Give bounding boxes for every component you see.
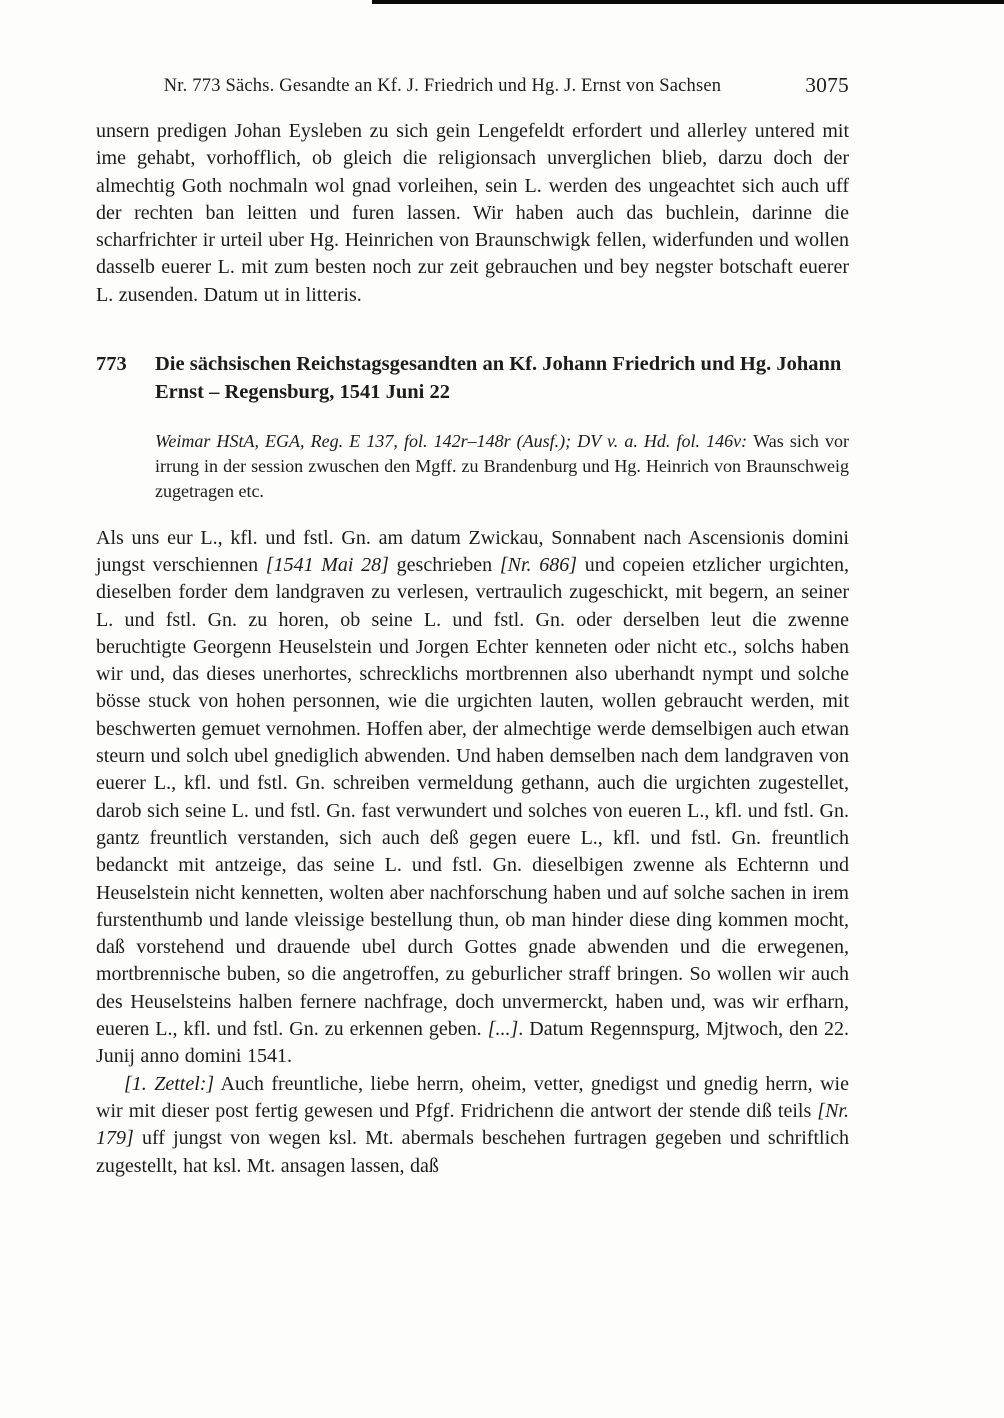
entry-body-paragraph bbox=[96, 525, 849, 1071]
source-note-archive-reference: Weimar HStA, EGA, Reg. E 137, fol. 142r–148r (Ausf.); DV v. a. Hd. fol. 146v: bbox=[155, 431, 754, 452]
text-segment: [...] bbox=[487, 1018, 519, 1041]
running-header bbox=[96, 73, 849, 102]
text-segment: geschrieben bbox=[388, 553, 500, 576]
zettel-paragraph bbox=[96, 1071, 849, 1180]
page-number: 3075 bbox=[805, 73, 849, 97]
text-segment: Auch freuntliche, liebe herrn, oheim, vetter, gnedigst und gnedig herrn, wie wir mit dieser post fertig gewesen und Pfgf. Fridrichenn die antwort der stende diß teils bbox=[96, 1072, 849, 1122]
text-segment: [Nr. 179] bbox=[96, 1099, 849, 1150]
entry-number: 773 bbox=[96, 353, 127, 376]
text-segment: und copeien etzlicher urgichten, dieselben forder dem landgraven zu verlesen, vertraulich zugeschickt, mit begern, an seiner L. und fstl. Gn. zu horen, ob seine L. und fstl. Gn. oder derselben leut die zwenne beruchtigte Georgenn Heuselstein und Jorgen Echter kenneten oder nicht etc., solchs haben wir und, das dieses unerhortes, schrecklichs mortbrennen also uberhandt nympt und solche bösse stuck von hohen personnen, wie die urgichten lauten, wollen gebraucht werden, mit beschwerten gemuet vernohmen. Hoffen aber, der almechtige werde demselbigen auch etwan steurn und solch ubel gnediglich abwenden. Und haben demselben nach dem landgraven von euerer L., kfl. und fstl. Gn. schreiben vermeldung gethann, auch die urgichten zugestellet, darob sich seine L. und fstl. Gn. fast verwundert und solches von eueren L., kfl. und fstl. Gn. gantz freuntlich verstanden, sich auch deß gegen euere L., kfl. und fstl. Gn. freuntlich bedanckt mit antzeige, das seine L. und fstl. Gn. dieselbigen zwenne als Echternn und Heuselstein nicht kennetten, wolten aber nachforschung haben und auf solche sachen in irem furstenthumb und lande vleissige bestellung thun, ob man hinder diese ding kommen mocht, daß vorstehend und drauende ubel durch Gottes gnade abwenden und die erwegenen, mortbrennische buben, so die angetroffen, zu geburlicher straff bringen. So wollen wir auch des Heuselsteins halben fernere nachfrage, doch unvermerckt, haben und, was wir erfharn, eueren L., kfl. und fstl. Gn. zu erkennen geben. bbox=[96, 553, 849, 1041]
text-segment: [Nr. 686] bbox=[499, 553, 578, 576]
entry-title: Die sächsischen Reichstagsgesandten an Kf. Johann Friedrich und Hg. Johann Ernst – Regensburg, 1541 Juni 22 bbox=[155, 353, 842, 403]
text-segment: [1541 Mai 28] bbox=[265, 553, 389, 576]
continuation-paragraph: unsern predigen Johan Eysleben zu sich gein Lengefeldt erfordert und allerley untered mit ime gehabt, vorhofflich, ob gleich die religionsach unverglichen blieb, darzu doch der almechtig Goth nochmaln wol gnad vorleihen, sein L. werden des ungeachtet sich auch uff der rechten ban leitten und furen lassen. Wir haben auch das buchlein, darinne die scharfrichter ir urteil uber Hg. Heinrichen von Braunschwigk fellen, widerfunden und wollen dasselb euerer L. mit zum besten noch zur zeit gebrauchen und bey negster botschaft euerer L. zusenden. Datum ut in litteris. bbox=[96, 120, 849, 306]
text-segment: [1. Zettel:] bbox=[124, 1072, 215, 1095]
entry-heading bbox=[96, 351, 849, 406]
running-title: Nr. 773 Sächs. Gesandte an Kf. J. Friedrich und Hg. J. Ernst von Sachsen bbox=[163, 76, 722, 96]
text-segment: uff jungst von wegen ksl. Mt. abermals beschehen furtragen gegeben und schriftlich zugestellt, hat ksl. Mt. ansagen lassen, daß bbox=[96, 1127, 849, 1177]
book-page bbox=[96, 73, 849, 1180]
source-note-dorsal-note: Was sich vor irrung in der session zwuschen den Mgff. zu Brandenburg und Hg. Heinrich von Braunschweig zugetragen etc. bbox=[155, 431, 849, 502]
source-note bbox=[155, 429, 849, 505]
text-segment: . Datum Regennspurg, Mjtwoch, den 22. Junij anno domini 1541. bbox=[96, 1018, 849, 1068]
text-segment: Als uns eur L., kfl. und fstl. Gn. am datum Zwickau, Sonnabent nach Ascensionis domini jungst verschiennen bbox=[96, 526, 849, 576]
scan-artifact-line bbox=[372, 0, 1004, 4]
